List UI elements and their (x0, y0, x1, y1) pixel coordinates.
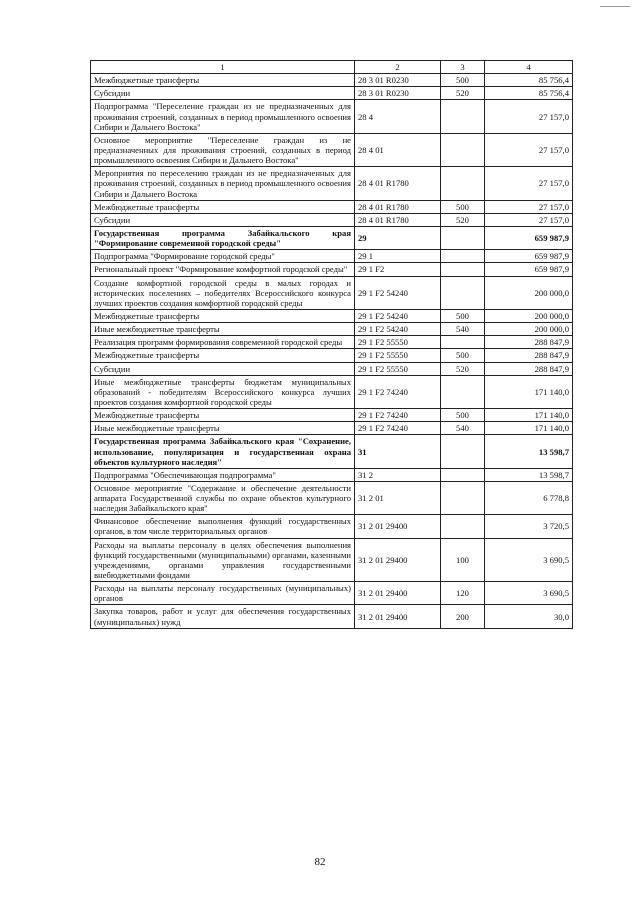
row-amount-cell: 659 987,9 (485, 250, 573, 263)
row-name-cell: Межбюджетные трансферты (91, 74, 355, 87)
header-col-4: 4 (485, 61, 573, 74)
row-name-cell: Иные межбюджетные трансферты бюджетам муниципальных образований - победителям Всероссийского конкурса лучших проектов создания комфортной городской среды (91, 375, 355, 408)
row-name-cell: Подпрограмма "Переселение граждан из не предназначенных для проживания строений, созданных в период промышленного освоения Сибири и Дальнего Востока" (91, 100, 355, 133)
row-amount-cell: 13 598,7 (485, 435, 573, 468)
row-code-cell: 31 2 01 29400 (355, 538, 441, 582)
row-code-cell: 29 1 F2 55550 (355, 349, 441, 362)
table-row (91, 582, 573, 605)
table-row (91, 226, 573, 249)
table-row (91, 375, 573, 408)
row-amount-cell: 3 690,5 (485, 538, 573, 582)
row-name-cell: Межбюджетные трансферты (91, 349, 355, 362)
row-type-cell: 500 (441, 74, 485, 87)
row-amount-cell: 288 847,9 (485, 336, 573, 349)
table-row (91, 323, 573, 336)
header-col-3: 3 (441, 61, 485, 74)
row-name-cell: Государственная программа Забайкальского края "Сохранение, использование, популяризация и государственная охрана объектов культурного наследия" (91, 435, 355, 468)
row-type-cell: 100 (441, 538, 485, 582)
row-amount-cell: 13 598,7 (485, 468, 573, 481)
row-code-cell: 28 4 01 R1780 (355, 200, 441, 213)
row-code-cell: 31 2 01 (355, 481, 441, 514)
row-name-cell: Подпрограмма "Обеспечивающая подпрограмма" (91, 468, 355, 481)
row-code-cell: 28 4 01 (355, 133, 441, 166)
table-row (91, 309, 573, 322)
row-type-cell (441, 133, 485, 166)
row-amount-cell: 85 756,4 (485, 74, 573, 87)
row-type-cell (441, 336, 485, 349)
row-code-cell: 31 (355, 435, 441, 468)
row-code-cell: 29 1 (355, 250, 441, 263)
row-type-cell (441, 468, 485, 481)
row-code-cell: 29 1 F2 74240 (355, 375, 441, 408)
row-name-cell: Мероприятия по переселению граждан из не предназначенных для проживания строений, созданных в период промышленного освоения Сибири и Дальнего Востока (91, 167, 355, 200)
row-type-cell: 540 (441, 422, 485, 435)
row-name-cell: Расходы на выплаты персоналу в целях обеспечения выполнения функций государственными (муниципальными) органами, казенными учреждениями, органами управления государственными внебюджетными фондами (91, 538, 355, 582)
table-row (91, 87, 573, 100)
table-row (91, 422, 573, 435)
header-col-1: 1 (91, 61, 355, 74)
table-row (91, 362, 573, 375)
row-amount-cell: 200 000,0 (485, 276, 573, 309)
row-name-cell: Закупка товаров, работ и услуг для обеспечения государственных (муниципальных) нужд (91, 605, 355, 628)
budget-table (90, 60, 573, 629)
row-type-cell: 500 (441, 200, 485, 213)
row-amount-cell: 27 157,0 (485, 213, 573, 226)
row-code-cell: 29 (355, 226, 441, 249)
row-code-cell: 29 1 F2 55550 (355, 362, 441, 375)
row-amount-cell: 288 847,9 (485, 362, 573, 375)
row-amount-cell: 27 157,0 (485, 133, 573, 166)
row-amount-cell: 27 157,0 (485, 100, 573, 133)
row-type-cell: 520 (441, 213, 485, 226)
row-code-cell: 29 1 F2 74240 (355, 409, 441, 422)
table-row (91, 263, 573, 276)
row-name-cell: Финансовое обеспечение выполнения функций государственных органов, в том числе территориальных органов (91, 515, 355, 538)
row-type-cell (441, 276, 485, 309)
row-name-cell: Основное мероприятие "Содержание и обеспечение деятельности аппарата Государственной службы по охране объектов культурного наследия Забайкальского края" (91, 481, 355, 514)
row-type-cell (441, 226, 485, 249)
row-type-cell (441, 263, 485, 276)
row-name-cell: Иные межбюджетные трансферты (91, 323, 355, 336)
row-type-cell: 500 (441, 409, 485, 422)
row-amount-cell: 3 720,5 (485, 515, 573, 538)
row-code-cell: 28 4 01 R1780 (355, 167, 441, 200)
page-number: 82 (314, 856, 326, 868)
row-amount-cell: 3 690,5 (485, 582, 573, 605)
row-name-cell: Межбюджетные трансферты (91, 309, 355, 322)
row-code-cell: 28 3 01 R0230 (355, 87, 441, 100)
table-row (91, 538, 573, 582)
row-code-cell: 31 2 01 29400 (355, 605, 441, 628)
row-type-cell (441, 481, 485, 514)
row-name-cell: Реализация программ формирования современной городской среды (91, 336, 355, 349)
row-name-cell: Расходы на выплаты персоналу государственных (муниципальных) органов (91, 582, 355, 605)
row-type-cell: 520 (441, 362, 485, 375)
row-name-cell: Основное мероприятие "Переселение граждан из не предназначенных для проживания строений, созданных в период промышленного освоения Сибири и Дальнего Востока" (91, 133, 355, 166)
row-amount-cell: 171 140,0 (485, 409, 573, 422)
header-col-2: 2 (355, 61, 441, 74)
row-type-cell (441, 375, 485, 408)
row-name-cell: Субсидии (91, 362, 355, 375)
row-code-cell: 28 3 01 R0230 (355, 74, 441, 87)
row-name-cell: Иные межбюджетные трансферты (91, 422, 355, 435)
row-type-cell (441, 515, 485, 538)
row-amount-cell: 171 140,0 (485, 422, 573, 435)
row-amount-cell: 171 140,0 (485, 375, 573, 408)
table-row (91, 100, 573, 133)
row-amount-cell: 659 987,9 (485, 226, 573, 249)
row-amount-cell: 200 000,0 (485, 309, 573, 322)
row-type-cell: 540 (441, 323, 485, 336)
table-row (91, 605, 573, 628)
row-code-cell: 29 1 F2 54240 (355, 323, 441, 336)
row-amount-cell: 27 157,0 (485, 167, 573, 200)
budget-table-body (91, 61, 573, 629)
row-amount-cell: 85 756,4 (485, 87, 573, 100)
row-amount-cell: 659 987,9 (485, 263, 573, 276)
row-code-cell: 28 4 (355, 100, 441, 133)
row-code-cell: 29 1 F2 55550 (355, 336, 441, 349)
row-code-cell: 31 2 (355, 468, 441, 481)
table-row (91, 250, 573, 263)
row-amount-cell: 200 000,0 (485, 323, 573, 336)
table-row (91, 200, 573, 213)
row-amount-cell: 6 778,8 (485, 481, 573, 514)
row-name-cell: Государственная программа Забайкальского края "Формирование современной городской среды" (91, 226, 355, 249)
row-amount-cell: 30,0 (485, 605, 573, 628)
row-type-cell (441, 167, 485, 200)
table-row (91, 349, 573, 362)
row-name-cell: Региональный проект "Формирование комфортной городской среды" (91, 263, 355, 276)
row-amount-cell: 27 157,0 (485, 200, 573, 213)
table-header-row (91, 61, 573, 74)
row-type-cell (441, 435, 485, 468)
table-row (91, 481, 573, 514)
row-type-cell (441, 100, 485, 133)
row-name-cell: Субсидии (91, 87, 355, 100)
row-amount-cell: 288 847,9 (485, 349, 573, 362)
table-row (91, 276, 573, 309)
table-row (91, 336, 573, 349)
table-row (91, 167, 573, 200)
row-type-cell: 200 (441, 605, 485, 628)
row-code-cell: 29 1 F2 54240 (355, 309, 441, 322)
row-code-cell: 29 1 F2 54240 (355, 276, 441, 309)
table-row (91, 409, 573, 422)
table-row (91, 133, 573, 166)
table-row (91, 515, 573, 538)
row-code-cell: 29 1 F2 (355, 263, 441, 276)
table-row (91, 74, 573, 87)
row-name-cell: Межбюджетные трансферты (91, 200, 355, 213)
row-type-cell: 500 (441, 309, 485, 322)
row-name-cell: Межбюджетные трансферты (91, 409, 355, 422)
table-row (91, 468, 573, 481)
row-name-cell: Создание комфортной городской среды в малых городах и исторических поселениях – победителях Всероссийского конкурса лучших проектов создания комфортной городской среды (91, 276, 355, 309)
row-type-cell (441, 250, 485, 263)
row-type-cell: 520 (441, 87, 485, 100)
row-type-cell: 120 (441, 582, 485, 605)
row-code-cell: 31 2 01 29400 (355, 582, 441, 605)
row-name-cell: Субсидии (91, 213, 355, 226)
row-code-cell: 31 2 01 29400 (355, 515, 441, 538)
row-name-cell: Подпрограмма "Формирование городской среды" (91, 250, 355, 263)
row-code-cell: 29 1 F2 74240 (355, 422, 441, 435)
row-code-cell: 28 4 01 R1780 (355, 213, 441, 226)
row-type-cell: 500 (441, 349, 485, 362)
top-edge-line (600, 6, 630, 7)
table-row (91, 213, 573, 226)
table-row (91, 435, 573, 468)
